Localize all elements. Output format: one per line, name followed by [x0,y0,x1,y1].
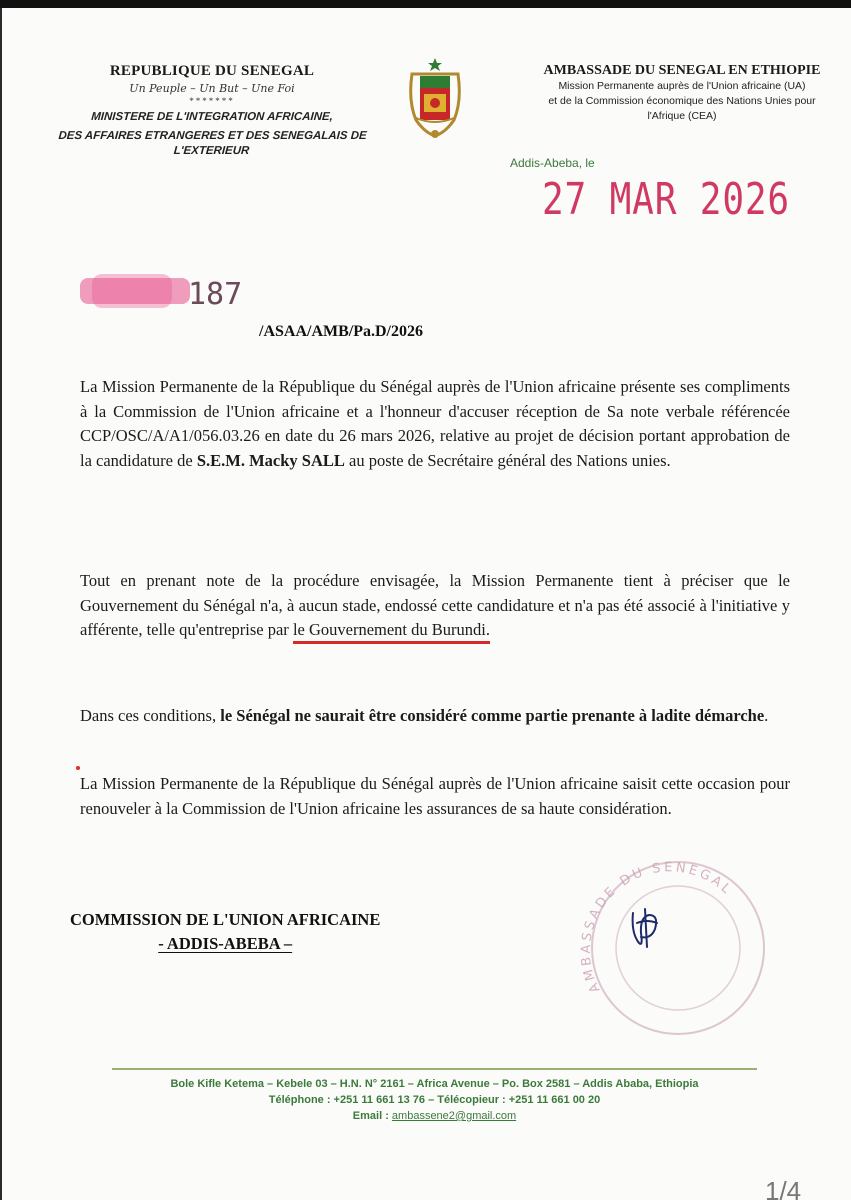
ministry-line-1: MINISTERE DE L'INTEGRATION AFRICAINE, [90,111,334,123]
footer-email-label: Email : [352,1110,392,1122]
header-right [507,63,851,124]
paragraph-1-end: au poste de Secrétaire général des Nations unies. [344,450,671,470]
underlined-burundi: le Gouvernement du Burundi. [293,620,490,644]
recipient-name: COMMISSION DE L'UNION AFRICAINE [70,910,381,929]
republic-title: REPUBLIQUE DU SENEGAL [109,63,315,79]
paragraph-3-text: Dans ces conditions, [80,706,221,725]
reference-code: /ASAA/AMB/Pa.D/2026 [259,323,423,340]
document-page [2,8,851,1200]
footer-divider [112,1068,757,1070]
reference-number-stamp [70,266,280,316]
paragraph-4 [80,772,790,821]
paragraph-4-text: La Mission Permanente de la République du Sénégal auprès de l'Union africaine saisit cette occasion pour renouveler à la Commission de l'Union africaine les assurances de sa haute considération. [80,774,790,818]
mission-line-1: Mission Permanente auprès de l'Union africaine (UA) [558,80,806,92]
mission-line-3: l'Afrique (CEA) [647,110,717,122]
header-left [42,63,382,159]
paragraph-3-end: . [764,706,769,725]
paragraph-1 [80,375,790,473]
national-motto: Un Peuple – Un But – Une Foi [129,82,295,95]
paragraph-2 [80,569,790,644]
footer [92,1076,777,1124]
paragraph-1-text: La Mission Permanente de la République du Sénégal auprès de l'Union africaine présente ses compliments à la Commission de l'Union africaine et a l'honneur d'accuser réception de Sa note verbale référencée CCP/OSC/A/A1/056.03.26 en date du 26 mars 2026, relative au projet de décision portant approbation de la candidature de [80,377,790,470]
ministry-line-2: DES AFFAIRES ETRANGERES ET DES SENEGALAIS DE L'EXTERIEUR [58,130,368,157]
date-stamp: 27 MAR 2026 [542,174,790,225]
reference-number: 187 [188,277,243,312]
top-border [0,0,851,8]
footer-address: Bole Kifle Ketema – Kebele 03 – H.N. N° 2161 – Africa Avenue – Po. Box 2581 – Addis Ababa, Ethiopia [170,1078,699,1090]
handwritten-signature [627,903,663,951]
paragraph-3-bold: le Sénégal ne saurait être considéré comme partie prenante à ladite démarche [220,706,765,725]
paragraph-2-text: Tout en prenant note de la procédure envisagée, la Mission Permanente tient à préciser que le Gouvernement du Sénégal n'a, à aucun stade, endossé cette candidature et n'a pas été associé à l'initiative y afférente, telle qu'entreprise par [80,571,790,639]
place-label: Addis-Abeba, le [510,156,595,170]
footer-email-link[interactable]: ambassene2@gmail.com [391,1110,517,1122]
stamp-text: AMBASSADE DU SENEGAL [578,860,736,995]
footer-email-line [92,1108,777,1124]
embassy-round-stamp [560,840,790,1040]
candidate-name: S.E.M. Macky SALL [196,450,345,470]
coat-of-arms-seal-icon [402,56,468,142]
mission-line-2: et de la Commission économique des Nations Unies pour [548,95,816,107]
red-pen-mark [76,766,80,770]
recipient-block [70,908,380,956]
stars-divider: ******* [189,96,235,106]
footer-phone: Téléphone : +251 11 661 13 76 – Télécopieur : +251 11 661 00 20 [268,1094,601,1106]
recipient-city: - ADDIS-ABEBA – [158,934,293,953]
paragraph-3 [80,704,790,729]
page-indicator: 1/4 [765,1176,802,1200]
embassy-title: AMBASSADE DU SENEGAL EN ETHIOPIE [543,63,821,78]
